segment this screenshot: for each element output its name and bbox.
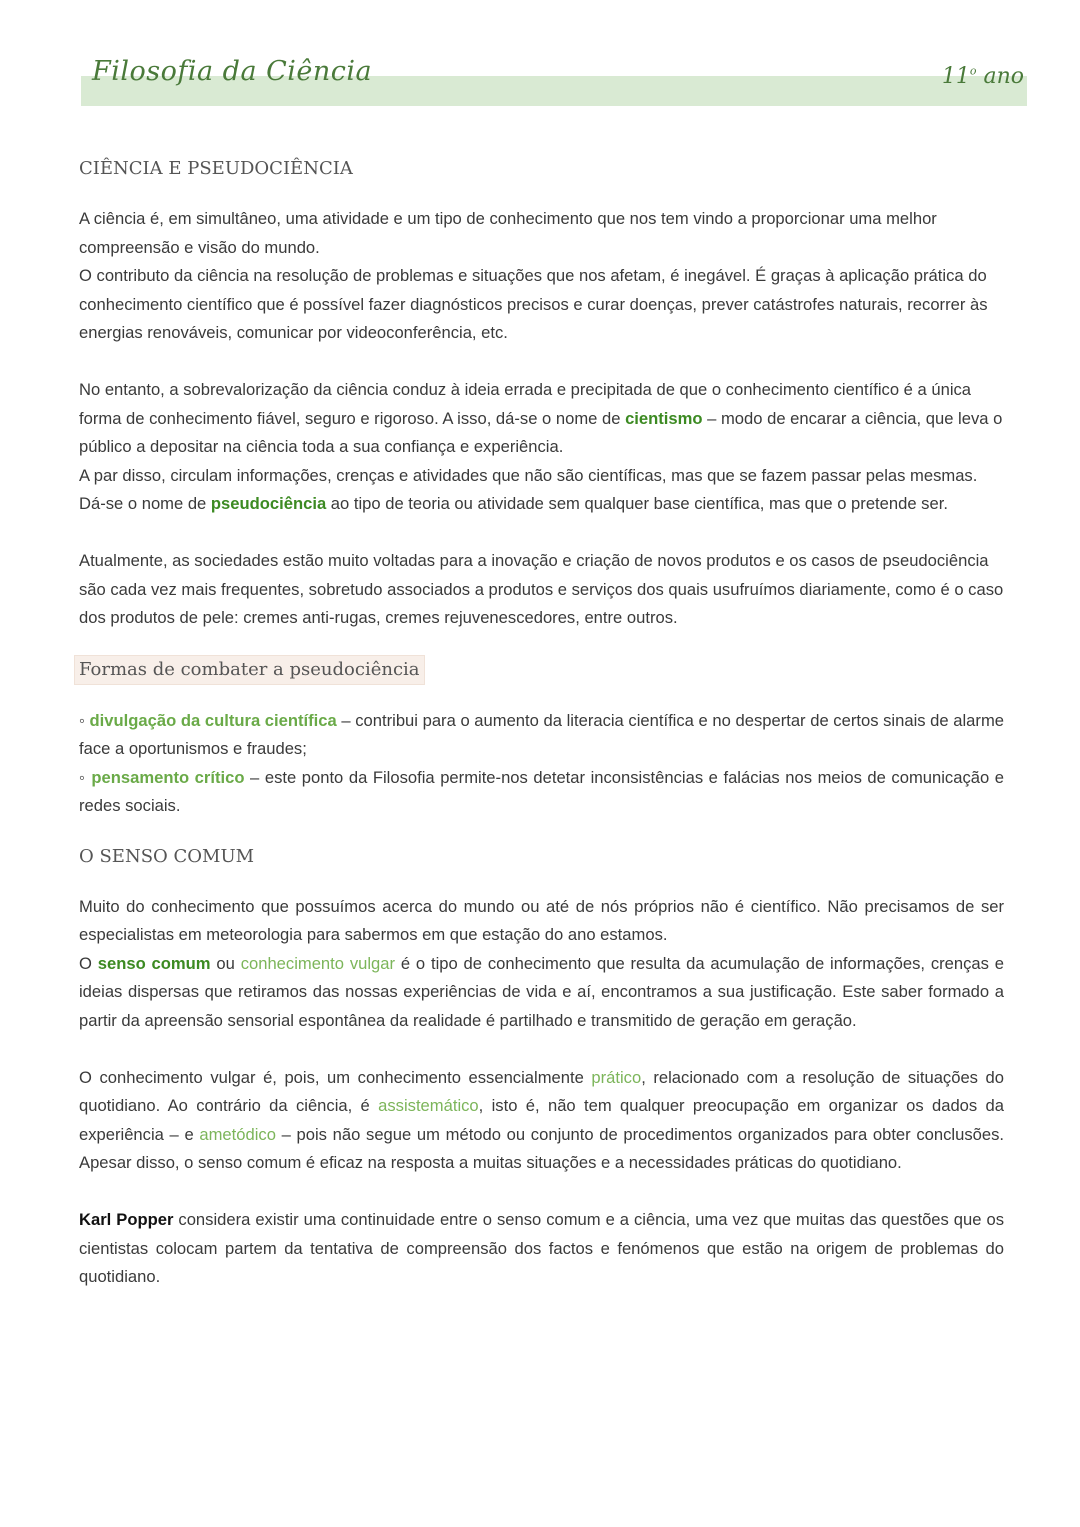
spacer bbox=[79, 871, 1004, 893]
text-run: A ciência é, em simultâneo, uma atividade e um tipo de conhecimento que nos tem vindo a proporcionar uma melhor compreensão e visão do mundo. bbox=[79, 209, 937, 257]
spacer bbox=[79, 821, 1004, 843]
year-number: 11 bbox=[941, 64, 970, 89]
paragraph bbox=[79, 1206, 1004, 1292]
text-run: – pois não segue um método ou conjunto de procedimentos organizados para obter conclusões. Apesar disso, o senso comum é eficaz na resposta a muitas situações e a necessidades práticas do quotidiano. bbox=[79, 1124, 1004, 1172]
paragraph bbox=[79, 376, 1004, 462]
highlighted-term: ametódico bbox=[199, 1124, 276, 1144]
text-run: , relacionado com a resolução de situações do quotidiano. Ao contrário da ciência, é bbox=[79, 1067, 1004, 1115]
highlighted-term: divulgação da cultura científica bbox=[89, 710, 337, 730]
paragraph bbox=[79, 547, 1004, 633]
text-run: O conhecimento vulgar é, pois, um conhecimento essencialmente bbox=[79, 1067, 592, 1087]
text-run: – modo de encarar a ciência, que leva o público a depositar na ciência toda a sua confiança e experiência. bbox=[79, 408, 1003, 456]
spacer bbox=[79, 1178, 1004, 1207]
subsection-heading: Formas de combater a pseudociência bbox=[74, 655, 425, 685]
spacer bbox=[79, 633, 1004, 655]
spacer bbox=[79, 685, 1004, 707]
text-run: ao tipo de teoria ou atividade sem qualquer base científica, mas que o pretende ser. bbox=[326, 494, 948, 513]
highlighted-term: pensamento crítico bbox=[91, 767, 245, 787]
text-run: Atualmente, as sociedades estão muito voltadas para a inovação e criação de novos produtos e os casos de pseudociência são cada vez mais frequentes, sobretudo associados a produtos e serviços dos quais usufruímos diariamente, como é o caso dos produtos de pele: cremes anti-rugas, cremes rejuvenescedores, entre outros. bbox=[79, 551, 1004, 627]
highlighted-term: Karl Popper bbox=[79, 1210, 174, 1229]
text-run: ◦ bbox=[79, 767, 92, 787]
text-run: – contribui para o aumento da literacia científica e no despertar de certos sinais de alarme face a oportunismos e fraudes; bbox=[79, 710, 1004, 758]
section-heading: O SENSO COMUM bbox=[79, 845, 255, 867]
paragraph bbox=[79, 462, 1004, 519]
text-run: A par disso, circulam informações, crenças e atividades que não são científicas, mas que se fazem passar pelas mesmas. Dá-se o nome de bbox=[79, 465, 978, 513]
header-year bbox=[942, 64, 1024, 89]
highlighted-term: pseudociência bbox=[210, 494, 327, 513]
year-suffix: ano bbox=[983, 64, 1024, 89]
paragraph bbox=[79, 262, 1004, 348]
text-run: ◦ bbox=[79, 710, 90, 730]
text-run: O bbox=[79, 953, 98, 973]
text-run: – este ponto da Filosofia permite-nos detetar inconsistências e falácias nos meios de comunicação e redes sociais. bbox=[79, 767, 1004, 815]
text-run: , isto é, não tem qualquer preocupação em organizar os dados da experiência – e bbox=[79, 1096, 1004, 1144]
document-body bbox=[79, 155, 1004, 1292]
text-run: ou bbox=[210, 953, 241, 973]
highlighted-term: conhecimento vulgar bbox=[240, 953, 396, 973]
spacer bbox=[79, 1035, 1004, 1064]
year-ordinal: o bbox=[969, 64, 977, 78]
paragraph bbox=[79, 205, 1004, 262]
paragraph bbox=[79, 764, 1004, 821]
highlighted-term: senso comum bbox=[97, 953, 211, 973]
section-heading: CIÊNCIA E PSEUDOCIÊNCIA bbox=[79, 158, 353, 179]
text-run: é o tipo de conhecimento que resulta da acumulação de informações, crenças e ideias dispersas que retiramos das nossas experiências de vida e aí, encontramos a sua justificação. Este saber formado a partir da apreensão sensorial espontânea da realidade é partilhado e transmitido de geração em geração. bbox=[79, 953, 1004, 1030]
spacer bbox=[79, 519, 1004, 548]
highlighted-term: prático bbox=[591, 1067, 642, 1087]
highlighted-term: assistemático bbox=[378, 1096, 479, 1115]
text-run: O contributo da ciência na resolução de problemas e situações que nos afetam, é inegável. É graças à aplicação prática do conhecimento científico que é possível fazer diagnósticos precisos e curar doenças, prever catástrofes naturais, recorrer às energias renováveis, comunicar por videoconferência, etc. bbox=[79, 266, 988, 342]
paragraph bbox=[79, 893, 1004, 950]
text-run: No entanto, a sobrevalorização da ciência conduz à ideia errada e precipitada de que o conhecimento científico é a única forma de conhecimento fiável, seguro e rigoroso. A isso, dá-se o nome de bbox=[79, 380, 972, 428]
paragraph bbox=[79, 1064, 1004, 1178]
paragraph bbox=[79, 950, 1004, 1036]
header-title: Filosofia da Ciência bbox=[92, 56, 373, 87]
spacer bbox=[79, 348, 1004, 377]
text-run: Muito do conhecimento que possuímos acerca do mundo ou até de nós próprios não é científico. Não precisamos de ser especialistas em meteorologia para sabermos em que estação do ano estamos. bbox=[79, 896, 1004, 944]
spacer bbox=[79, 183, 1004, 205]
highlighted-term: cientismo bbox=[625, 408, 703, 428]
paragraph bbox=[79, 707, 1004, 764]
text-run: considera existir uma continuidade entre o senso comum e a ciência, uma vez que muitas das questões que os cientistas colocam partem da tentativa de compreensão dos factos e fenómenos que estão na origem de problemas do quotidiano. bbox=[79, 1210, 1004, 1286]
